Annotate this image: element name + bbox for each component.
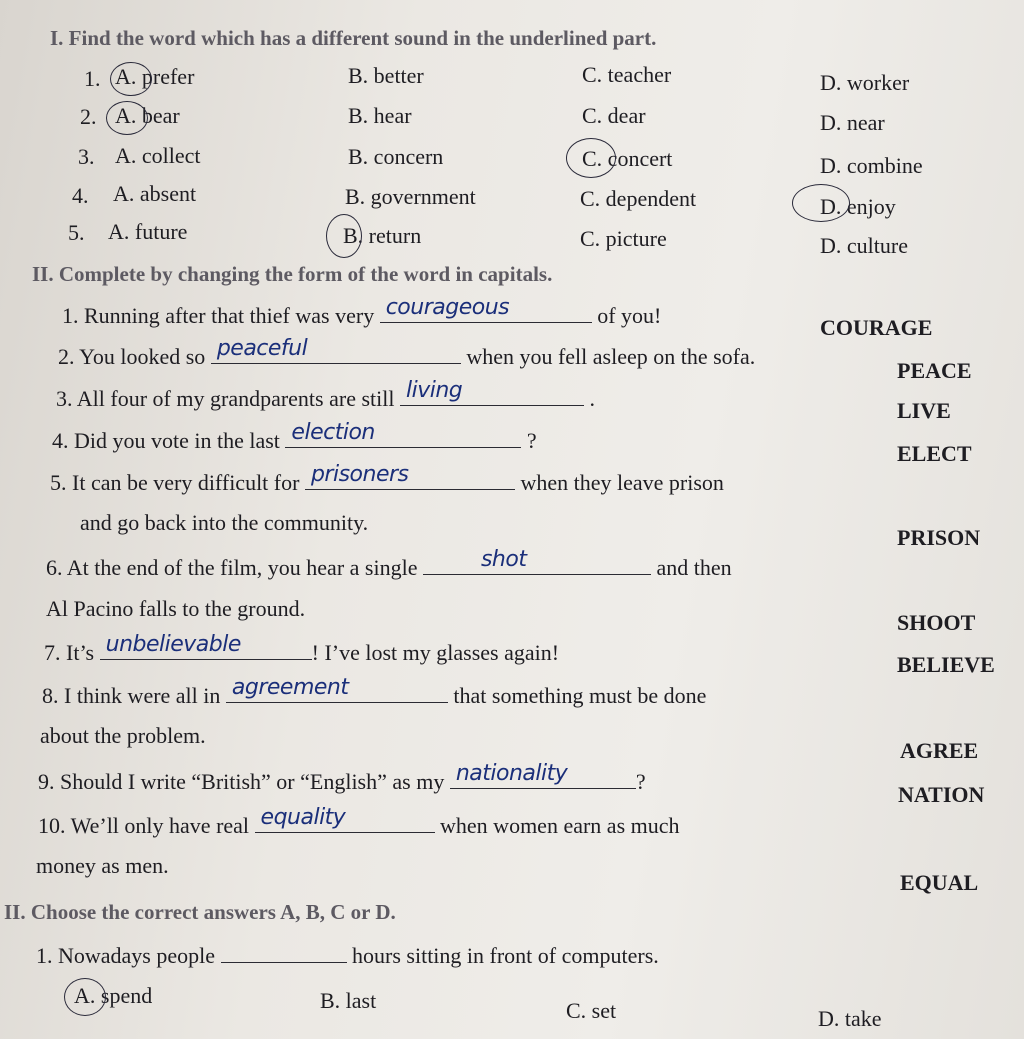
exercise-item [58, 336, 756, 370]
keyword: PEACE [897, 358, 972, 383]
answer-blank [285, 420, 521, 448]
exercise-item [52, 420, 537, 454]
item-text: ? [635, 769, 646, 794]
option-b: B. return [343, 223, 422, 248]
handwritten-answer: nationality [455, 761, 568, 786]
item-continuation: about the problem. [40, 723, 206, 748]
option-a: A. spend [74, 983, 153, 1008]
item-text: when they leave prison [520, 470, 724, 495]
item-text: when women earn as much [440, 813, 680, 838]
section-3-heading: II. Choose the correct answers A, B, C or D. [4, 900, 396, 924]
item-text: 9. Should I write “British” or “English” as my [38, 769, 445, 794]
option-d: D. near [820, 110, 885, 135]
option-c: C. dependent [580, 186, 697, 211]
option-c: C. teacher [582, 62, 672, 87]
option-c: C. set [566, 998, 617, 1023]
item-text: when you fell asleep on the sofa. [466, 344, 756, 369]
answer-blank [305, 462, 515, 490]
answer-blank [380, 295, 592, 323]
item-text: of you! [597, 303, 662, 328]
item-text: ? [526, 428, 537, 453]
section-2-heading: II. Complete by changing the form of the word in capitals. [32, 262, 553, 286]
row-number: 3. [78, 144, 95, 169]
option-d: D. enjoy [820, 194, 896, 219]
item-text: 8. I think were all in [42, 683, 221, 708]
item-text: 3. All four of my grandparents are still [56, 386, 395, 411]
option-d: D. culture [820, 233, 908, 258]
answer-blank [211, 336, 461, 364]
handwritten-answer: election [291, 420, 375, 445]
section-1-heading: I. Find the word which has a different sound in the underlined part. [50, 26, 657, 50]
keyword: BELIEVE [897, 652, 995, 677]
answer-blank [423, 547, 651, 575]
keyword: LIVE [897, 398, 951, 423]
exercise-item [46, 547, 732, 581]
answer-circle [792, 184, 850, 222]
keyword: AGREE [900, 738, 979, 763]
handwritten-answer: unbelievable [105, 632, 241, 657]
option-a: A. prefer [115, 64, 195, 89]
exercise-item [42, 675, 707, 709]
answer-blank [450, 761, 636, 789]
option-b: B. last [320, 988, 377, 1013]
option-b: B. concern [348, 144, 444, 169]
option-a: A. bear [115, 103, 180, 128]
item-text: . [589, 386, 595, 411]
answer-circle [110, 62, 152, 96]
answer-circle [566, 138, 616, 178]
item-continuation: money as men. [36, 853, 169, 878]
question-text: 1. Nowadays people [36, 943, 216, 968]
item-text: 10. We’ll only have real [38, 813, 250, 838]
option-d: D. combine [820, 153, 923, 178]
option-a: A. future [108, 219, 188, 244]
answer-circle [106, 101, 148, 135]
answer-circle [326, 214, 362, 258]
keyword: COURAGE [820, 315, 933, 340]
option-d: D. worker [820, 70, 910, 95]
item-text: 2. You looked so [58, 344, 206, 369]
item-text: 1. Running after that thief was very [62, 303, 375, 328]
option-b: B. hear [348, 103, 412, 128]
item-text: that something must be done [453, 683, 707, 708]
row-number: 2. [80, 104, 97, 129]
handwritten-answer: agreement [231, 675, 349, 700]
exercise-item [44, 632, 560, 666]
answer-blank [400, 378, 584, 406]
option-b: B. better [348, 63, 424, 88]
answer-blank [100, 632, 312, 660]
exercise-item [50, 462, 724, 496]
keyword: PRISON [897, 525, 981, 550]
handwritten-answer: prisoners [310, 462, 409, 487]
item-text: ! I’ve lost my glasses again! [311, 640, 560, 665]
keyword: NATION [898, 782, 985, 807]
answer-circle [64, 978, 106, 1016]
answer-blank [221, 940, 347, 963]
option-b: B. government [345, 184, 476, 209]
handwritten-answer: courageous [385, 295, 510, 320]
handwritten-answer: shot [480, 547, 527, 572]
row-number: 4. [72, 183, 89, 208]
row-number: 1. [84, 66, 101, 91]
item-continuation: and go back into the community. [80, 510, 369, 535]
exercise-item [38, 761, 646, 795]
keyword: SHOOT [897, 610, 976, 635]
answer-blank [226, 675, 448, 703]
exercise-item [62, 295, 662, 329]
item-text: 7. It’s [44, 640, 95, 665]
row-number: 5. [68, 220, 85, 245]
option-c: C. picture [580, 226, 667, 251]
option-a: A. collect [115, 143, 201, 168]
keyword: ELECT [897, 441, 972, 466]
question-1 [36, 940, 659, 969]
option-d: D. take [818, 1006, 882, 1031]
item-continuation: Al Pacino falls to the ground. [46, 596, 306, 621]
item-text: and then [656, 555, 732, 580]
exercise-item [56, 378, 595, 412]
exercise-item [38, 805, 680, 839]
answer-blank [255, 805, 435, 833]
item-text: 5. It can be very difficult for [50, 470, 300, 495]
keyword: EQUAL [900, 870, 979, 895]
handwritten-answer: equality [260, 805, 346, 830]
option-c: C. dear [582, 103, 646, 128]
option-a: A. absent [113, 181, 197, 206]
item-text: 6. At the end of the film, you hear a single [46, 555, 418, 580]
option-c: C. concert [582, 146, 673, 171]
handwritten-answer: peaceful [216, 336, 308, 361]
question-text: hours sitting in front of computers. [352, 943, 659, 968]
handwritten-answer: living [405, 378, 463, 403]
item-text: 4. Did you vote in the last [52, 428, 280, 453]
